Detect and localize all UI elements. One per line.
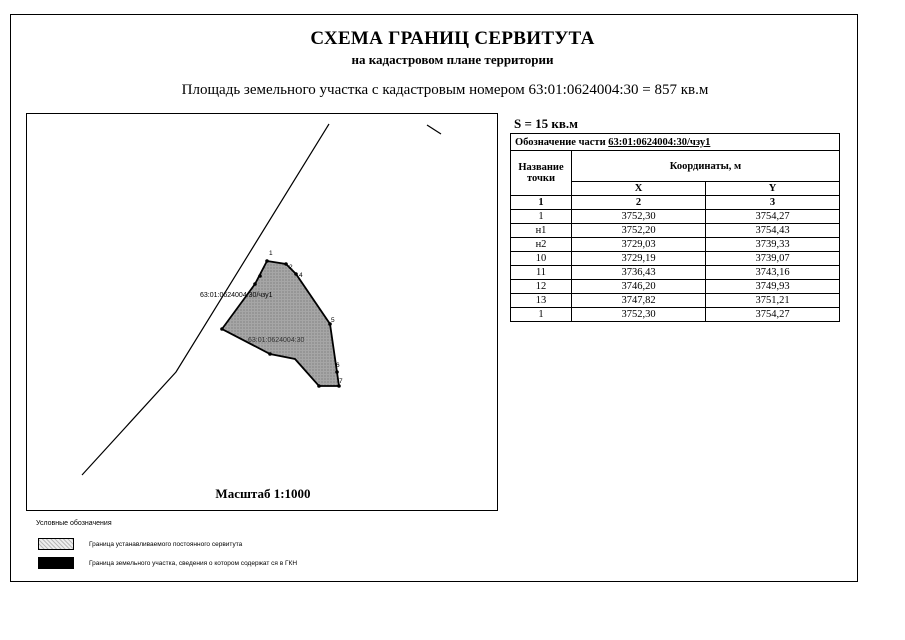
legend-item-parcel [38,557,297,569]
table-row: 13 3747,82 3751,21 [511,294,840,308]
col-coords-header: Координаты, м [572,151,840,182]
designation-label: Обозначение части [515,136,606,148]
map-scale: Масштаб 1:1000 [215,486,311,501]
easement-area: S = 15 кв.м [514,116,579,131]
point-label-1: 1 [269,250,273,257]
legend-item-label: Граница земельного участка, сведения о котором содержат ся в ГКН [89,559,298,567]
designation-row [511,134,840,151]
area-statement: Площадь земельного участка с кадастровым номером 63:01:0624004:30 = 857 кв.м [181,82,709,98]
easement-part-label: 63:01:0624004:30/чзу1 [200,292,273,299]
point-label-7: 7 [339,378,343,385]
point-label-6: 6 [336,362,340,369]
point-label-2: 2 [289,264,293,271]
point-label-4: 4 [299,272,303,279]
legend-item-easement [38,538,242,550]
easement-swatch-icon [38,538,74,550]
road-tick [427,125,441,134]
page-subtitle: на кадастровом плане территории [351,52,554,67]
land-parcel [222,261,339,386]
coordinates-table [510,133,840,322]
col-point-header: Название точки [511,151,572,196]
table-row: 11 3736,43 3743,16 [511,266,840,280]
parcel-number-label: 63:01:0624004:30 [248,337,305,344]
table-row: 1 3752,30 3754,27 [511,210,840,224]
designation-code: 63:01:0624004:30/чзу1 [608,136,711,148]
table-row: н2 3729,03 3739,33 [511,238,840,252]
table-row: 1 3752,30 3754,27 [511,308,840,322]
point-label-5: 5 [331,317,335,324]
legend-item-label: Граница устанавливаемого постоянного сервитута [89,540,243,548]
designation-cell [511,134,840,151]
col-x-header: X [572,182,706,196]
col-y-header: Y [706,182,840,196]
parcel-swatch-icon [38,557,74,569]
page-title: СХЕМА ГРАНИЦ СЕРВИТУТА [310,28,595,49]
map-panel [26,113,498,511]
cadastral-map [27,114,499,512]
table-row: 10 3729,19 3739,07 [511,252,840,266]
table-index-row: 1 2 3 [511,196,840,210]
table-row: н1 3752,20 3754,43 [511,224,840,238]
legend-title: Условные обозначения [36,520,112,527]
table-row: 12 3746,20 3749,93 [511,280,840,294]
